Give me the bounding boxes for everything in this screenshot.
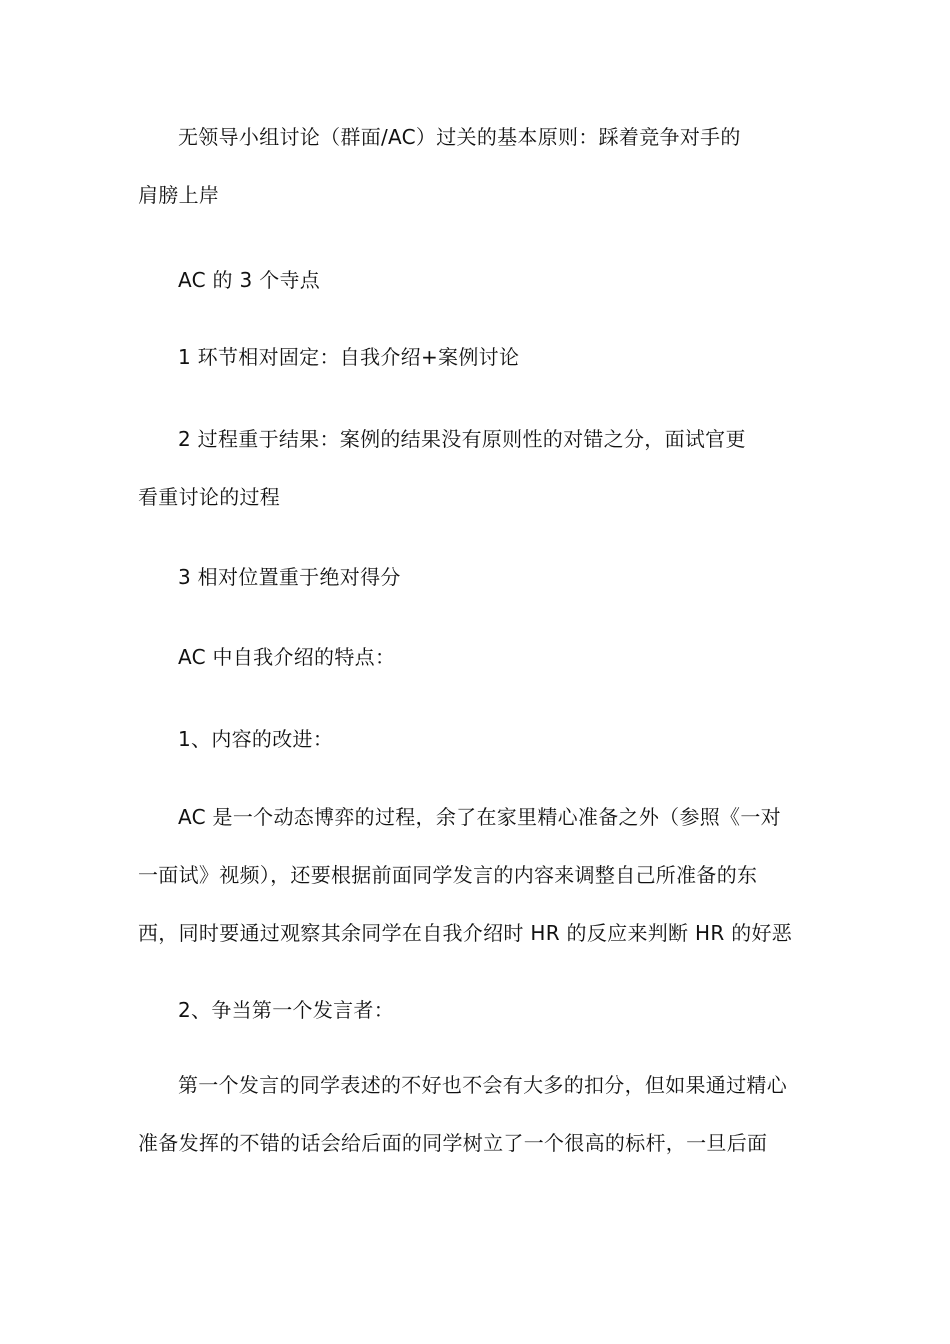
paragraph-line: AC 是一个动态博弈的过程，余了在家里精心准备之外（参照《一对 (178, 805, 781, 829)
paragraph-line: AC 的 3 个寺点 (178, 268, 321, 292)
paragraph-line: 1、内容的改进： (178, 727, 334, 751)
paragraph-dynamic-game (138, 800, 818, 950)
paragraph-line: 一面试》视频），还要根据前面同学发言的内容来调整自己所准备的东 (138, 863, 758, 887)
paragraph-line: 肩膀上岸 (138, 183, 220, 207)
paragraph-line: 准备发挥的不错的话会给后面的同学树立了一个很高的标杆，一旦后面 (138, 1131, 768, 1155)
paragraph-line: 西，同时要通过观察其余同学在自我介绍时 HR 的反应来判断 HR 的好恶 (138, 921, 793, 945)
paragraph-point-1 (138, 340, 818, 374)
paragraph-point-3 (138, 560, 818, 594)
paragraph-first-speaker-body (138, 1068, 818, 1160)
paragraph-line: 看重讨论的过程 (138, 485, 281, 509)
paragraph-ac-points-heading (138, 263, 818, 297)
paragraph-line: 第一个发言的同学表述的不好也不会有大多的扣分，但如果通过精心 (178, 1073, 787, 1097)
paragraph-self-intro-heading (138, 640, 818, 674)
paragraph-content-improvement (138, 722, 818, 756)
paragraph-point-2 (138, 422, 818, 514)
paragraph-first-speaker-heading (138, 993, 818, 1027)
paragraph-line: AC 中自我介绍的特点： (178, 645, 396, 669)
paragraph-line: 1 环节相对固定：自我介绍+案例讨论 (178, 345, 520, 369)
paragraph-line: 无领导小组讨论（群面/AC）过关的基本原则：踩着竞争对手的 (178, 125, 741, 149)
paragraph-line: 2、争当第一个发言者： (178, 998, 395, 1022)
paragraph-line: 3 相对位置重于绝对得分 (178, 565, 401, 589)
paragraph-title (138, 120, 818, 212)
paragraph-line: 2 过程重于结果：案例的结果没有原则性的对错之分，面试官更 (178, 427, 746, 451)
